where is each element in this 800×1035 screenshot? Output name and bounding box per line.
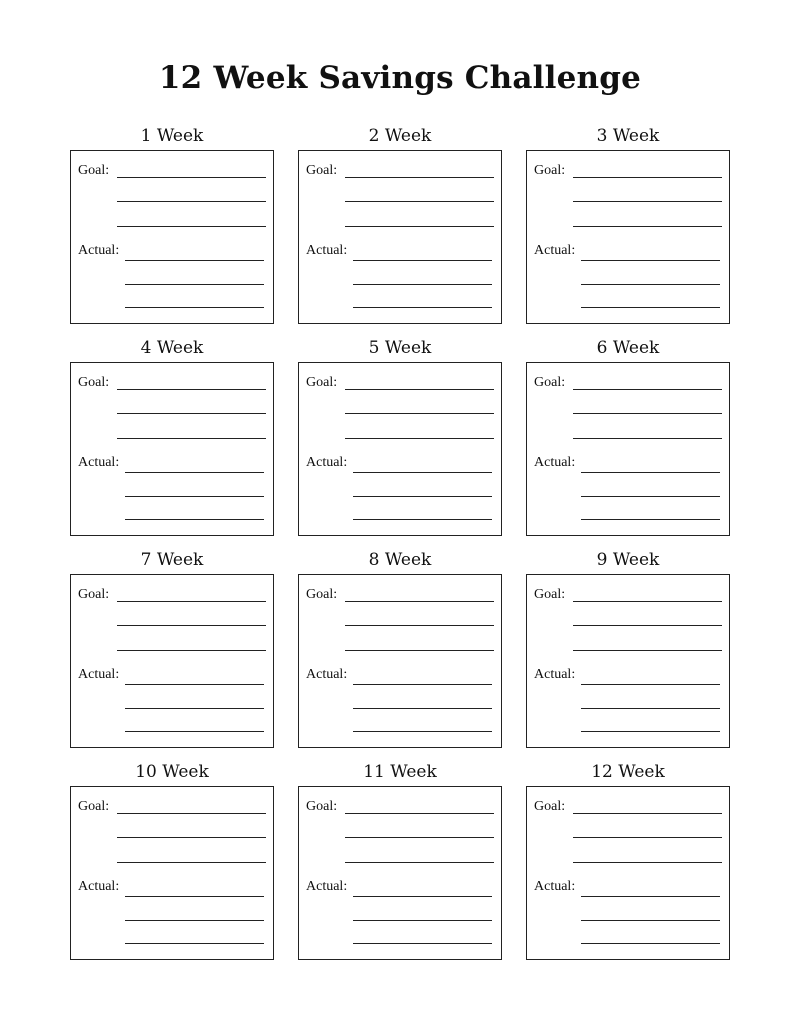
actual-label: Actual: — [306, 879, 348, 894]
actual-line[interactable] — [125, 731, 264, 732]
actual-line[interactable] — [125, 708, 264, 709]
week-card — [70, 760, 274, 960]
actual-label: Actual: — [78, 243, 120, 258]
actual-label: Actual: — [306, 667, 348, 682]
week-box — [298, 574, 502, 748]
actual-label: Actual: — [78, 455, 120, 470]
goal-line[interactable] — [345, 438, 494, 439]
goal-line[interactable] — [573, 862, 722, 863]
goal-label: Goal: — [534, 587, 566, 602]
goal-line[interactable] — [573, 813, 722, 814]
goal-line[interactable] — [117, 226, 266, 227]
actual-line[interactable] — [125, 920, 264, 921]
actual-label: Actual: — [534, 667, 576, 682]
actual-line[interactable] — [581, 920, 720, 921]
actual-line[interactable] — [581, 472, 720, 473]
week-card — [526, 760, 730, 960]
actual-line[interactable] — [353, 684, 492, 685]
week-title: 8 Week — [368, 550, 432, 570]
week-box — [70, 362, 274, 536]
goal-line[interactable] — [117, 650, 266, 651]
page-title: 12 Week Savings Challenge — [158, 60, 642, 96]
goal-line[interactable] — [573, 389, 722, 390]
goal-line[interactable] — [117, 201, 266, 202]
week-title: 4 Week — [140, 338, 204, 358]
actual-line[interactable] — [353, 708, 492, 709]
actual-line[interactable] — [581, 519, 720, 520]
actual-line[interactable] — [125, 496, 264, 497]
goal-line[interactable] — [573, 650, 722, 651]
week-card — [298, 548, 502, 748]
goal-line[interactable] — [117, 438, 266, 439]
actual-line[interactable] — [581, 496, 720, 497]
actual-line[interactable] — [125, 472, 264, 473]
actual-line[interactable] — [125, 943, 264, 944]
week-box — [526, 150, 730, 324]
actual-line[interactable] — [581, 731, 720, 732]
week-box — [298, 362, 502, 536]
goal-line[interactable] — [117, 413, 266, 414]
goal-line[interactable] — [573, 201, 722, 202]
actual-label: Actual: — [78, 879, 120, 894]
goal-label: Goal: — [306, 587, 338, 602]
actual-line[interactable] — [353, 307, 492, 308]
actual-line[interactable] — [125, 284, 264, 285]
actual-line[interactable] — [353, 472, 492, 473]
actual-label: Actual: — [534, 879, 576, 894]
actual-line[interactable] — [353, 731, 492, 732]
week-title: 3 Week — [596, 126, 660, 146]
week-title: 1 Week — [140, 126, 204, 146]
goal-label: Goal: — [78, 799, 110, 814]
goal-line[interactable] — [345, 177, 494, 178]
actual-line[interactable] — [353, 260, 492, 261]
actual-label: Actual: — [78, 667, 120, 682]
goal-line[interactable] — [345, 650, 494, 651]
week-title: 5 Week — [368, 338, 432, 358]
actual-line[interactable] — [581, 284, 720, 285]
week-box — [298, 150, 502, 324]
week-box — [526, 574, 730, 748]
goal-line[interactable] — [117, 389, 266, 390]
goal-line[interactable] — [117, 837, 266, 838]
actual-line[interactable] — [581, 260, 720, 261]
week-title: 9 Week — [596, 550, 660, 570]
goal-label: Goal: — [306, 163, 338, 178]
week-card — [526, 124, 730, 324]
goal-line[interactable] — [117, 177, 266, 178]
goal-line[interactable] — [573, 177, 722, 178]
goal-label: Goal: — [534, 163, 566, 178]
actual-line[interactable] — [125, 307, 264, 308]
actual-label: Actual: — [534, 243, 576, 258]
week-card — [70, 548, 274, 748]
goal-line[interactable] — [573, 625, 722, 626]
actual-line[interactable] — [581, 307, 720, 308]
actual-line[interactable] — [125, 260, 264, 261]
actual-line[interactable] — [581, 684, 720, 685]
actual-line[interactable] — [581, 943, 720, 944]
actual-line[interactable] — [353, 920, 492, 921]
goal-line[interactable] — [117, 625, 266, 626]
week-title: 11 Week — [363, 762, 437, 782]
actual-line[interactable] — [353, 943, 492, 944]
week-title: 12 Week — [591, 762, 665, 782]
week-card — [526, 548, 730, 748]
goal-line[interactable] — [345, 862, 494, 863]
week-card — [70, 336, 274, 536]
week-card — [70, 124, 274, 324]
week-box — [70, 574, 274, 748]
week-box — [526, 786, 730, 960]
goal-label: Goal: — [534, 375, 566, 390]
actual-line[interactable] — [125, 519, 264, 520]
week-title: 6 Week — [596, 338, 660, 358]
goal-line[interactable] — [345, 413, 494, 414]
week-box — [70, 150, 274, 324]
week-box — [526, 362, 730, 536]
goal-line[interactable] — [345, 625, 494, 626]
goal-line[interactable] — [117, 813, 266, 814]
goal-line[interactable] — [573, 837, 722, 838]
goal-line[interactable] — [117, 601, 266, 602]
actual-line[interactable] — [353, 496, 492, 497]
week-card — [298, 336, 502, 536]
goal-label: Goal: — [78, 587, 110, 602]
actual-line[interactable] — [581, 708, 720, 709]
week-card — [298, 124, 502, 324]
goal-line[interactable] — [573, 438, 722, 439]
goal-label: Goal: — [306, 799, 338, 814]
goal-line[interactable] — [345, 389, 494, 390]
week-card — [298, 760, 502, 960]
goal-line[interactable] — [117, 862, 266, 863]
goal-label: Goal: — [78, 163, 110, 178]
week-card — [526, 336, 730, 536]
goal-label: Goal: — [306, 375, 338, 390]
actual-line[interactable] — [125, 684, 264, 685]
actual-label: Actual: — [306, 455, 348, 470]
actual-line[interactable] — [353, 519, 492, 520]
actual-line[interactable] — [353, 896, 492, 897]
week-title: 10 Week — [135, 762, 209, 782]
week-box — [298, 786, 502, 960]
goal-line[interactable] — [573, 413, 722, 414]
goal-line[interactable] — [345, 813, 494, 814]
goal-label: Goal: — [78, 375, 110, 390]
goal-line[interactable] — [345, 201, 494, 202]
actual-line[interactable] — [581, 896, 720, 897]
actual-line[interactable] — [353, 284, 492, 285]
goal-line[interactable] — [345, 837, 494, 838]
goal-line[interactable] — [573, 226, 722, 227]
goal-line[interactable] — [345, 601, 494, 602]
goal-line[interactable] — [345, 226, 494, 227]
goal-label: Goal: — [534, 799, 566, 814]
actual-label: Actual: — [534, 455, 576, 470]
goal-line[interactable] — [573, 601, 722, 602]
actual-label: Actual: — [306, 243, 348, 258]
week-title: 2 Week — [368, 126, 432, 146]
week-box — [70, 786, 274, 960]
week-title: 7 Week — [140, 550, 204, 570]
actual-line[interactable] — [125, 896, 264, 897]
